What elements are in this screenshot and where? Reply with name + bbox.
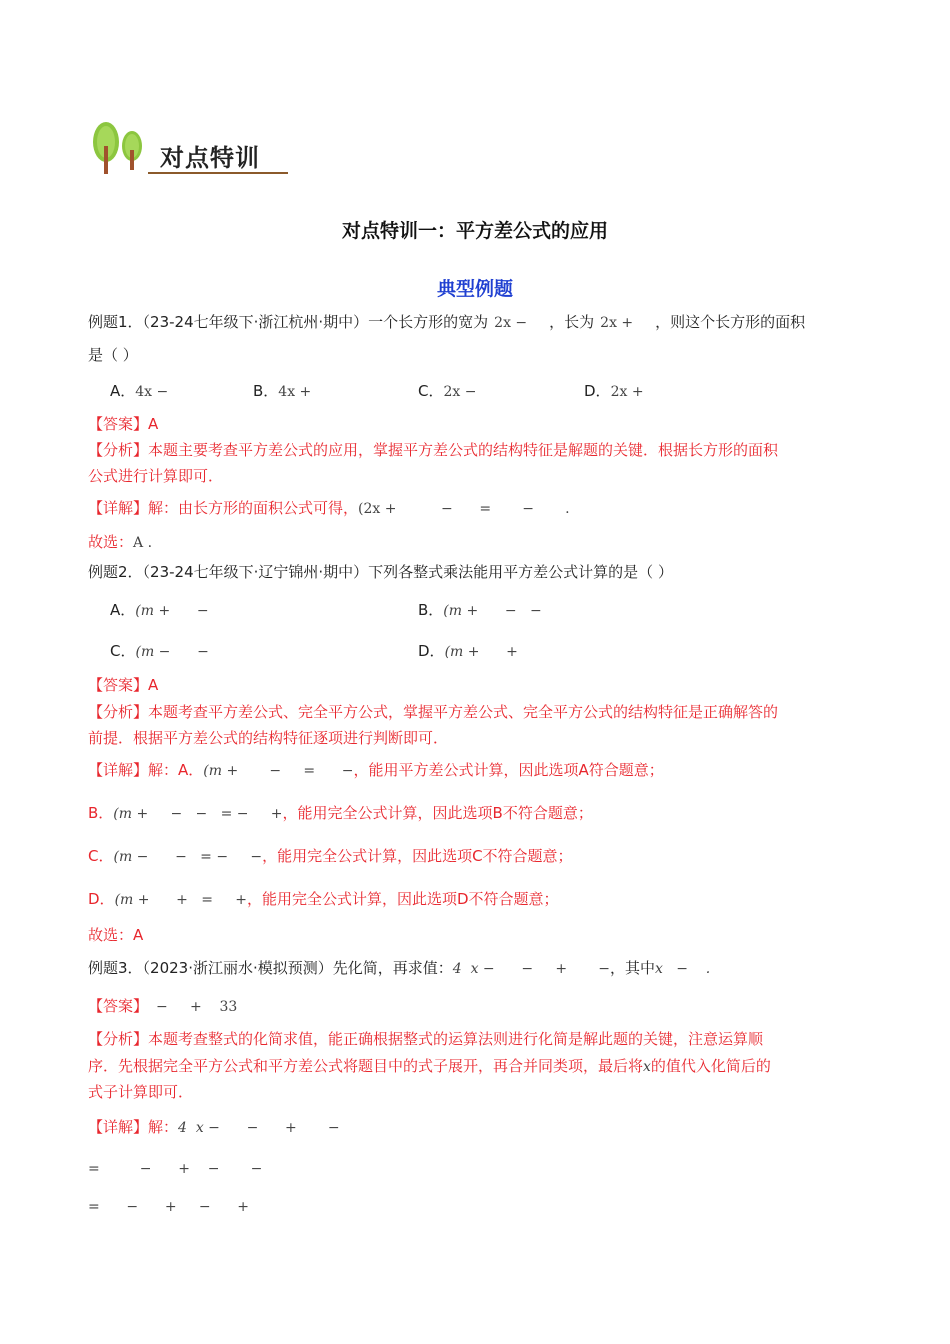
ex2-analysis-line2: 前提．根据平方差公式的结构特征逐项进行判断即可． [88,729,449,747]
ex1-question-line1 [88,312,805,333]
ex1-option-a: A．4x − [110,382,169,400]
subsection-title: 典型例题 [436,278,513,300]
ex3-analysis-line2: 序．先根据完全平方公式和平方差公式将题目中的式子展开，再合并同类项，最后将x的值代入化简后的 [88,1057,771,1075]
ex1-length-math: 2x + [600,315,634,331]
ex1-option-d: D．2x + [584,382,644,400]
ex3-answer: 【答案】 − + 33 [88,997,238,1015]
section-title: 对点特训一：平方差公式的应用 [341,220,608,242]
ex2-detail-d: D．(m + + = +，能用完全公式计算，因此选项D不符合题意； [88,890,559,908]
ex2-analysis-line1: 【分析】本题考查平方差公式、完全平方公式，掌握平方差公式、完全平方公式的结构特征是正确解答的 [88,703,779,721]
ex3-analysis-line3: 式子计算即可． [88,1083,194,1101]
ex2-answer: 【答案】A [88,676,159,694]
tree-icon [88,118,152,176]
ex2-option-d: D．(m + + [418,642,518,660]
ex3-question: 例题3．（2023·浙江丽水·模拟预测）先化简，再求值：4 x − − + −，其中x − . [88,959,711,977]
ex2-conclusion: 故选：A [88,926,144,944]
ex1-question-line2: 是（ ） [88,346,138,364]
ex2-option-c: C．(m − − [110,642,209,660]
ex2-detail-b: B．(m + − − = − +，能用完全公式计算，因此选项B不符合题意； [88,804,593,822]
ex1-analysis-line2: 公式进行计算即可． [88,467,224,485]
ex2-question: 例题2．（23-24七年级下·辽宁锦州·期中）下列各整式乘法能用平方差公式计算的是（ ） [88,563,673,581]
ex3-analysis-line1: 【分析】本题考查整式的化简求值，能正确根据整式的运算法则进行化简是解此题的关键，注意运算顺 [88,1030,764,1048]
ex2-option-a: A．(m + − [110,601,209,619]
ex2-detail-a: 【详解】解：A．(m + − = −，能用平方差公式计算，因此选项A符合题意； [88,761,664,779]
ex1-question-text-c: ，则这个长方形的面积 [655,313,806,331]
ex1-option-b: B．4x + [253,382,312,400]
ex1-width-math: 2x − [494,315,528,331]
ex2-option-b: B．(m + − − [418,601,542,619]
ex1-conclusion: 故选：A . [88,533,153,551]
ex1-analysis-line1: 【分析】本题主要考查平方差公式的应用，掌握平方差公式的结构特征是解题的关键．根据长方形的面积 [88,441,779,459]
ex1-question-text-b: ，长为 [549,313,595,331]
header-logo [88,118,288,178]
ex1-question-text-a: 例题1．（23-24七年级下·浙江杭州·期中）一个长方形的宽为 [88,313,489,331]
ex1-answer: 【答案】A [88,415,159,433]
ex1-detail: 【详解】解：由长方形的面积公式可得，(2x + − = − . [88,499,570,517]
ex1-option-c: C．2x − [418,382,477,400]
ex3-detail: 【详解】解：4 x − − + − [88,1118,340,1136]
logo-rule [148,172,288,174]
logo-text: 对点特训 [160,144,260,172]
ex3-step2: = − + − + [88,1199,250,1215]
ex3-step1: = − + − − [88,1161,263,1177]
ex2-detail-c: C．(m − − = − −，能用完全公式计算，因此选项C不符合题意； [88,847,573,865]
